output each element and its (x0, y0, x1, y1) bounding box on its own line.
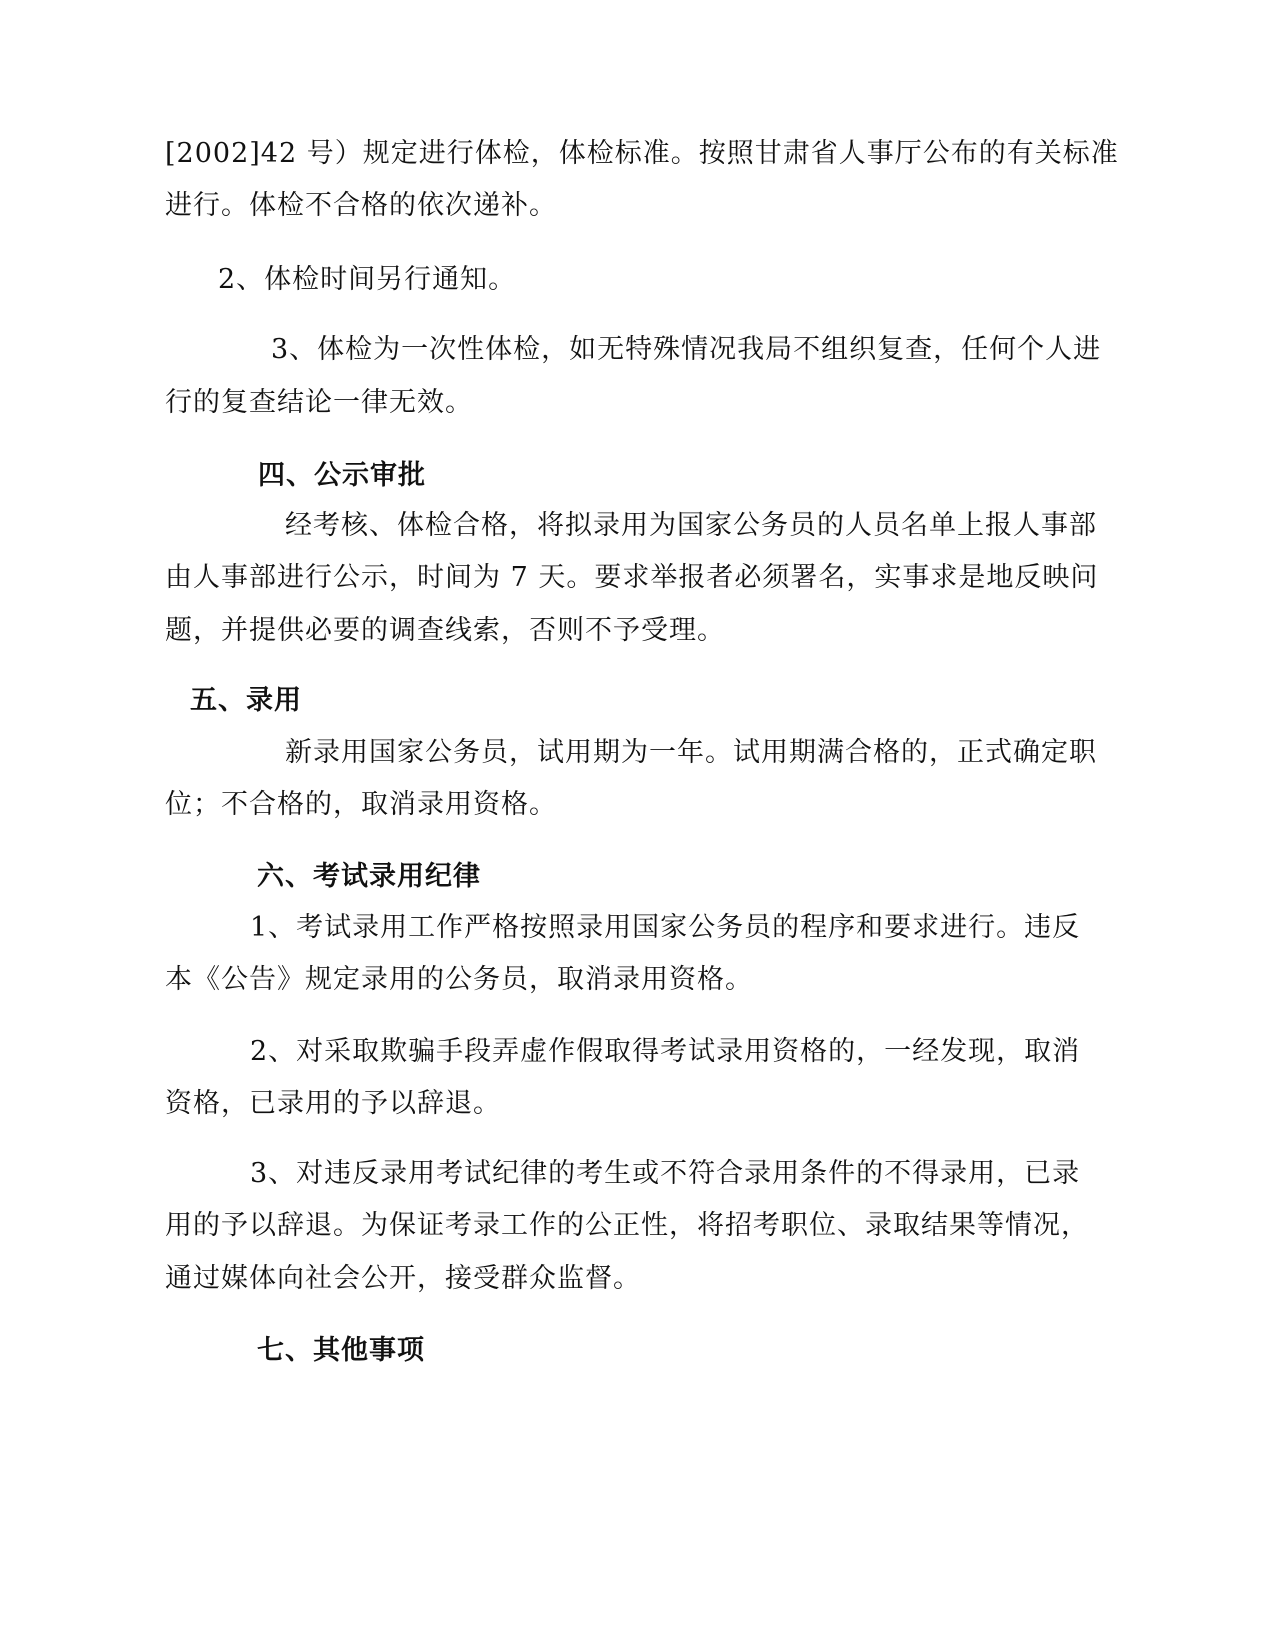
section-heading: 六、考试录用纪律 (257, 861, 481, 892)
text-line: 位；不合格的，取消录用资格。 (165, 789, 557, 820)
text-line: [2002]42 号）规定进行体检，体检标准。按照甘肃省人事厅公布的有关标准 (165, 138, 1119, 169)
text-line: 本《公告》规定录用的公务员，取消录用资格。 (165, 964, 753, 995)
text-line: 3、对违反录用考试纪律的考生或不符合录用条件的不得录用，已录 (250, 1158, 1081, 1189)
text-line: 题，并提供必要的调查线索，否则不予受理。 (165, 615, 725, 646)
text-line: 新录用国家公务员，试用期为一年。试用期满合格的，正式确定职 (285, 737, 1097, 768)
text-line: 资格，已录用的予以辞退。 (165, 1088, 501, 1119)
section-heading: 七、其他事项 (257, 1335, 425, 1366)
text-line: 2、对采取欺骗手段弄虚作假取得考试录用资格的，一经发现，取消 (250, 1036, 1081, 1067)
text-line: 1、考试录用工作严格按照录用国家公务员的程序和要求进行。违反 (250, 912, 1081, 943)
text-line: 行的复查结论一律无效。 (165, 387, 473, 418)
section-heading: 四、公示审批 (258, 460, 426, 491)
text-line: 3、体检为一次性体检，如无特殊情况我局不组织复查，任何个人进 (271, 334, 1102, 365)
text-line: 通过媒体向社会公开，接受群众监督。 (165, 1263, 641, 1294)
text-line: 由人事部进行公示，时间为 7 天。要求举报者必须署名，实事求是地反映问 (165, 562, 1099, 593)
text-line: 经考核、体检合格，将拟录用为国家公务员的人员名单上报人事部 (285, 510, 1097, 541)
text-line: 2、体检时间另行通知。 (218, 264, 517, 295)
text-line: 用的予以辞退。为保证考录工作的公正性，将招考职位、录取结果等情况， (165, 1210, 1089, 1241)
section-heading: 五、录用 (190, 685, 302, 716)
text-line: 进行。体检不合格的依次递补。 (165, 190, 557, 221)
